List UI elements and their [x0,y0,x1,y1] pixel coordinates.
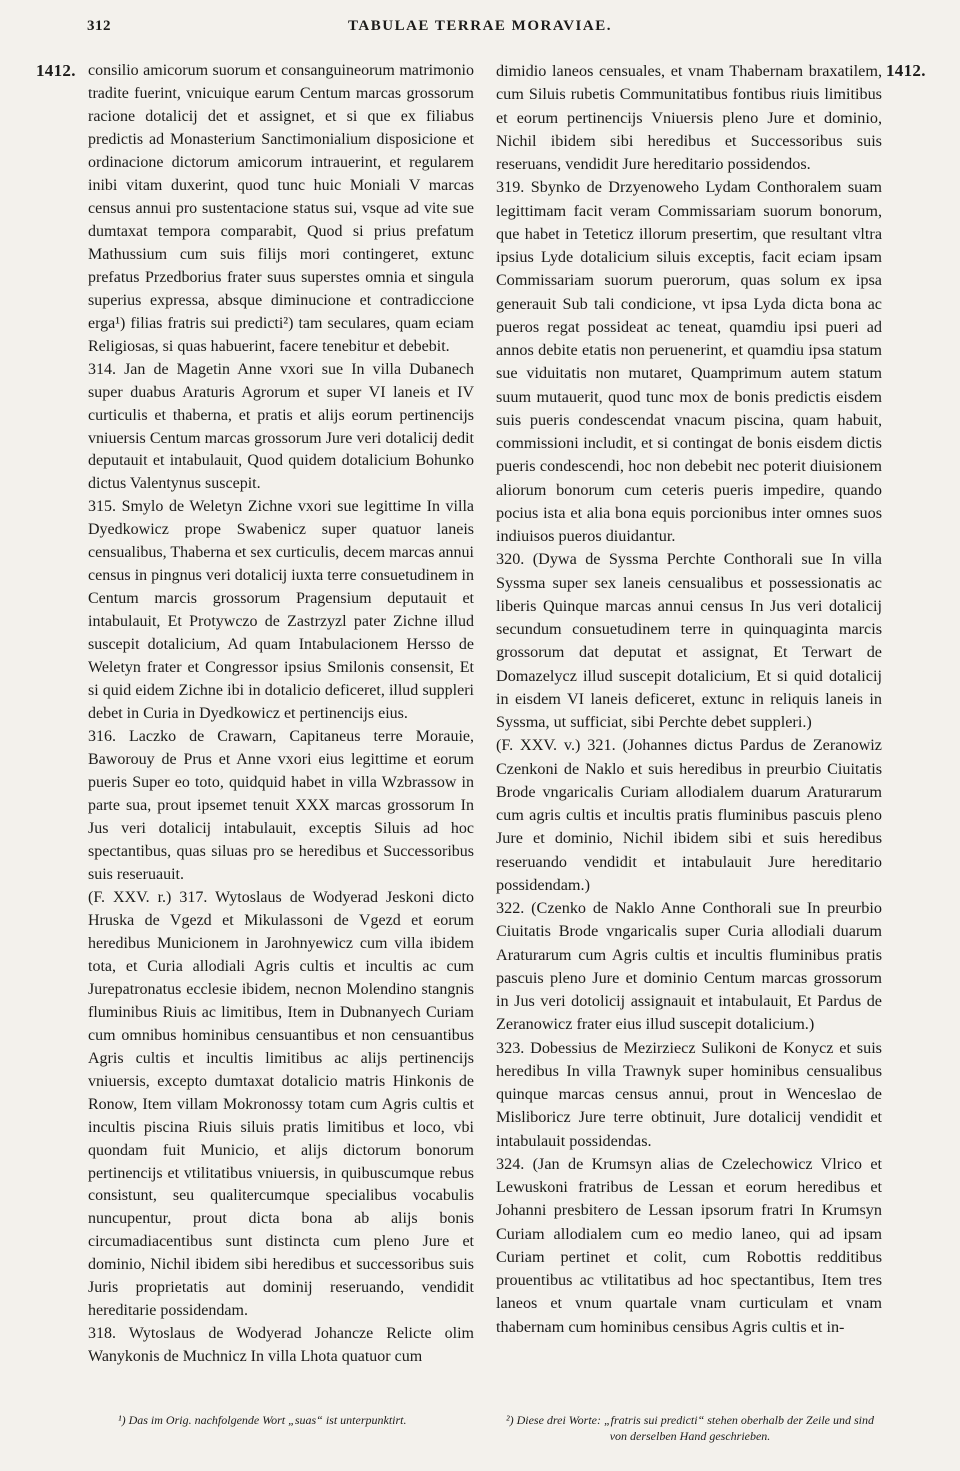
footnote-2: ²) Diese drei Worte: „fratris sui predicti“ stehen oberhalb der Zeile und sind von derselben Hand geschrieben. [505,1413,875,1443]
paragraph-320: 320. (Dywa de Syssma Perchte Conthorali sue In villa Syssma super sex laneis censualibus et possessionatis ac liberis Quinque marcas annui census In Jus veri dotalicij secundum consuetudinem terre in quinquaginta marcis grossorum dat deputat et assignat, Et Terwart de Domazelycz illud suscepit dotalicium, Et si quid dotalicij in eisdem VI laneis deficeret, extunc in reliquis laneis in Syssma, ut sufficiat, sibi Perchte debet suppleri.) [496,550,882,731]
paragraph-315: 315. Smylo de Weletyn Zichne vxori sue legittime In villa Dyedkowicz prope Swabenicz super quatuor laneis censualibus, Thaberna et sex curticulis, decem marcas annui census in pingnus veri dotalicij iuxta terre consuetudinem in Centum marcis grossorum Pragensium deputauit et intabulauit, Et Protywczo de Zastrzyzl pater Zichne illud suscepit dotalicium, Ad quam Intabulacionem Hersso de Weletyn frater et Congressor ipsius Smilonis consensit, Et si quid eidem Zichne ibi in dotalicio deficeret, illud suppleri debet in Curia in Dyedkowicz et pertinencijs eius. [88,498,474,723]
running-title: TABULAE TERRAE MORAVIAE. [348,18,612,34]
paragraph-321: (F. XXV. v.) 321. (Johannes dictus Pardus de Zeranowiz Czenkoni de Naklo et suis heredibus in preurbio Ciuitatis Brode vngaricalis Curiam allodialem duarum Araturarum cum agris cultis et incultis pratis fluminibus pascuis pleno Jure et dominio, Nichil ibidem sibi et suis heredibus reseruando vendidit et intabulauit Jure hereditario possidendam.) [496,736,882,894]
paragraph-323: 323. Dobessius de Mezirziecz Sulikoni de Konycz et suis heredibus In villa Trawnyk super hominibus censualibus quinque marcas census annui, prout in Wenceslao de Misliboricz Jure terre obtinuit, Jure dotalicij vendidit et intabulauit possidendas. [496,1038,882,1150]
paragraph-316: 316. Laczko de Crawarn, Capitaneus terre Morauie, Baworouy de Prus et Anne vxori eius legittime et eorum pueris Super eo toto, quidquid habet in villa Wzbrassow in parte sua, prout ipsemet tenuit XXX marcas grossorum In Jus veri dotalicij intabulauit, exceptis Siluis ad hoc spectantibus, quas siluas pro se heredibus et Successoribus suis reseruauit. [88,728,474,883]
paragraph-319: 319. Sbynko de Drzyenoweho Lydam Conthoralem suam legittimam facit veram Commissariam suorum bonorum, que habet in Teteticz illorum presertim, que resultant vltra ipsius Lyde dotalicium siluis exceptis, facit eciam ipsam Commissariam suorum puerorum, quas solum ex ipsa generauit Sub tali condicione, vt ipsa Lyda dicta bona ac pueros regat possideat ac teneat, quamdiu ipsi pueri ad annos debite etatis non peruenerint, et quamdiu ipsa statum sue viduitatis non mutaret, Quamprimum autem statum suum mutauerit, quod tunc mox de bonis predictis eisdem suis pueris condescendat vnacum piscina, quam habuit, commissioni includit, et si contingat de bonis eisdem dictis pueris condescendi, hoc non debebit nec poterit diuisionem aliorum bonorum cum ceteris pueris impedire, quando pocius ista et alia bona equis porcionibus inter omnes suos indiuisos pueros diuidantur. [496,178,882,545]
paragraph-322: 322. (Czenko de Naklo Anne Conthorali sue In preurbio Ciuitatis Brode vngaricalis super Curia allodiali duarum Araturarum cum Agris cultis et incultis fluminibus pratis pascuis pleno Jure et dominio Centum marcas grossorum in Jus veri dotolicij assignauit et intabulauit, Et Pardus de Zeranowicz frater eius illud suscepit dotalicium.) [496,899,882,1034]
left-column [88,60,474,1369]
page-header [0,18,960,48]
footnote-1: ¹) Das im Orig. nachfolgende Wort „suas“ ist unterpunktirt. [118,1413,407,1427]
paragraph-317: (F. XXV. r.) 317. Wytoslaus de Wodyerad Jeskoni dicto Hruska de Vgezd et Mikulassoni de Vgezd et eorum heredibus Municionem in Jarohnyewicz cum villa ibidem tota, et Curia allodiali Agris cultis et incultis ac cum Jurepatronatus ecclesie ibidem, necnon Molendino stangnis fluminibus Riuis ac limitibus, Item in Dubnanyech Curiam cum omnibus hominibus censuantibus et non censuantibus Agris cultis et incultis limitibus ac alijs pertinencijs vniuersis, excepto dumtaxat dotalicio matris Hinkonis de Ronow, Item villam Mokronossy totam cum Agris cultis et incultis piscina Riuis siluis pratis limitibus et loco, vbi quondam fuit Municio, et alijs dictorum bonorum pertinencijs et vtilitatibus vniuersis, in quibuscumque rebus consistunt, seu qualitercumque specialibus vocabulis nuncupentur, prout dicta bona ab alijs bonis circumadiacentibus sunt distincta cum pleno Jure et dominio, Nichil ibidem sibi heredibus et successoribus suis Juris proprietatis aut dominij reseruando, vendidit hereditarie possidendam. [88,888,474,1320]
margin-year-right: 1412. [886,61,926,80]
page-number: 312 [87,18,111,34]
paragraph-318: 318. Wytoslaus de Wodyerad Johancze Relicte olim Wanykonis de Muchnicz In villa Lhota quatuor cum [88,1325,474,1366]
paragraph-314: 314. Jan de Magetin Anne vxori sue In villa Dubanech super duabus Araturis Agrorum et super VI laneis et IV curticulis et thaberna, et pratis et alijs eorum pertinencijs vniuersis Centum marcas grossorum Jure veri dotalicij dedit deputauit et intabulauit, Quod quidem dotalicium Bohunko dictus Valentynus suscepit. [88,360,474,493]
paragraph-324: 324. (Jan de Krumsyn alias de Czelechowicz Vlrico et Lewuskoni fratribus de Lessan et eorum heredibus et Johanni presbitero de Lessan ipsorum fratri In Krumsyn Curiam allodialem cum eo medio laneo, qui ad ipsam Curiam pertinet et colit, cum Robottis redditibus prouentibus ac vtilitatibus ad hoc spectantibus, Item tres laneos et vnum quartale vnam curticulam et vnam thabernam cum hominibus censibus Agris cultis et in- [496,1154,882,1336]
right-column [496,60,882,1339]
paragraph-318-continued: dimidio laneos censuales, et vnam Thabernam braxatilem, cum Siluis rubetis Communitatibus fontibus riuis limitibus et eorum pertinencijs Vniuersis pleno Jure et dominio, Nichil ibidem sibi heredibus et Successoribus suis reseruans, vendidit Jure hereditario possidendos. [496,62,882,173]
paragraph-313-continued: consilio amicorum suorum et consanguineorum matrimonio tradite fuerint, vnicuique earum Centum marcas grossorum racione dotalicij det et assignet, et si que ex filiabus predictis ad Monasterium Sanctimonialium disposicione et ordinacione dictorum amicorum intrauerint, et regularem inibi vitam duxerint, quod tunc huic Moniali V marcas census annui pro sustentacione status sui, vsque ad vite sue dumtaxat tempora comparabit, Quod si prius prefatum Mathussium cum suis filijs mori contingeret, extunc prefatus Przedborius frater suus superstes omnia et singula superius expressa, absque diminucione et contradiccione erga¹) filias fratris sui predicti²) tam seculares, quam eciam Religiosas, si quas habuerint, facere tenebitur et debebit. [88,62,474,355]
margin-year-left: 1412. [36,61,76,80]
